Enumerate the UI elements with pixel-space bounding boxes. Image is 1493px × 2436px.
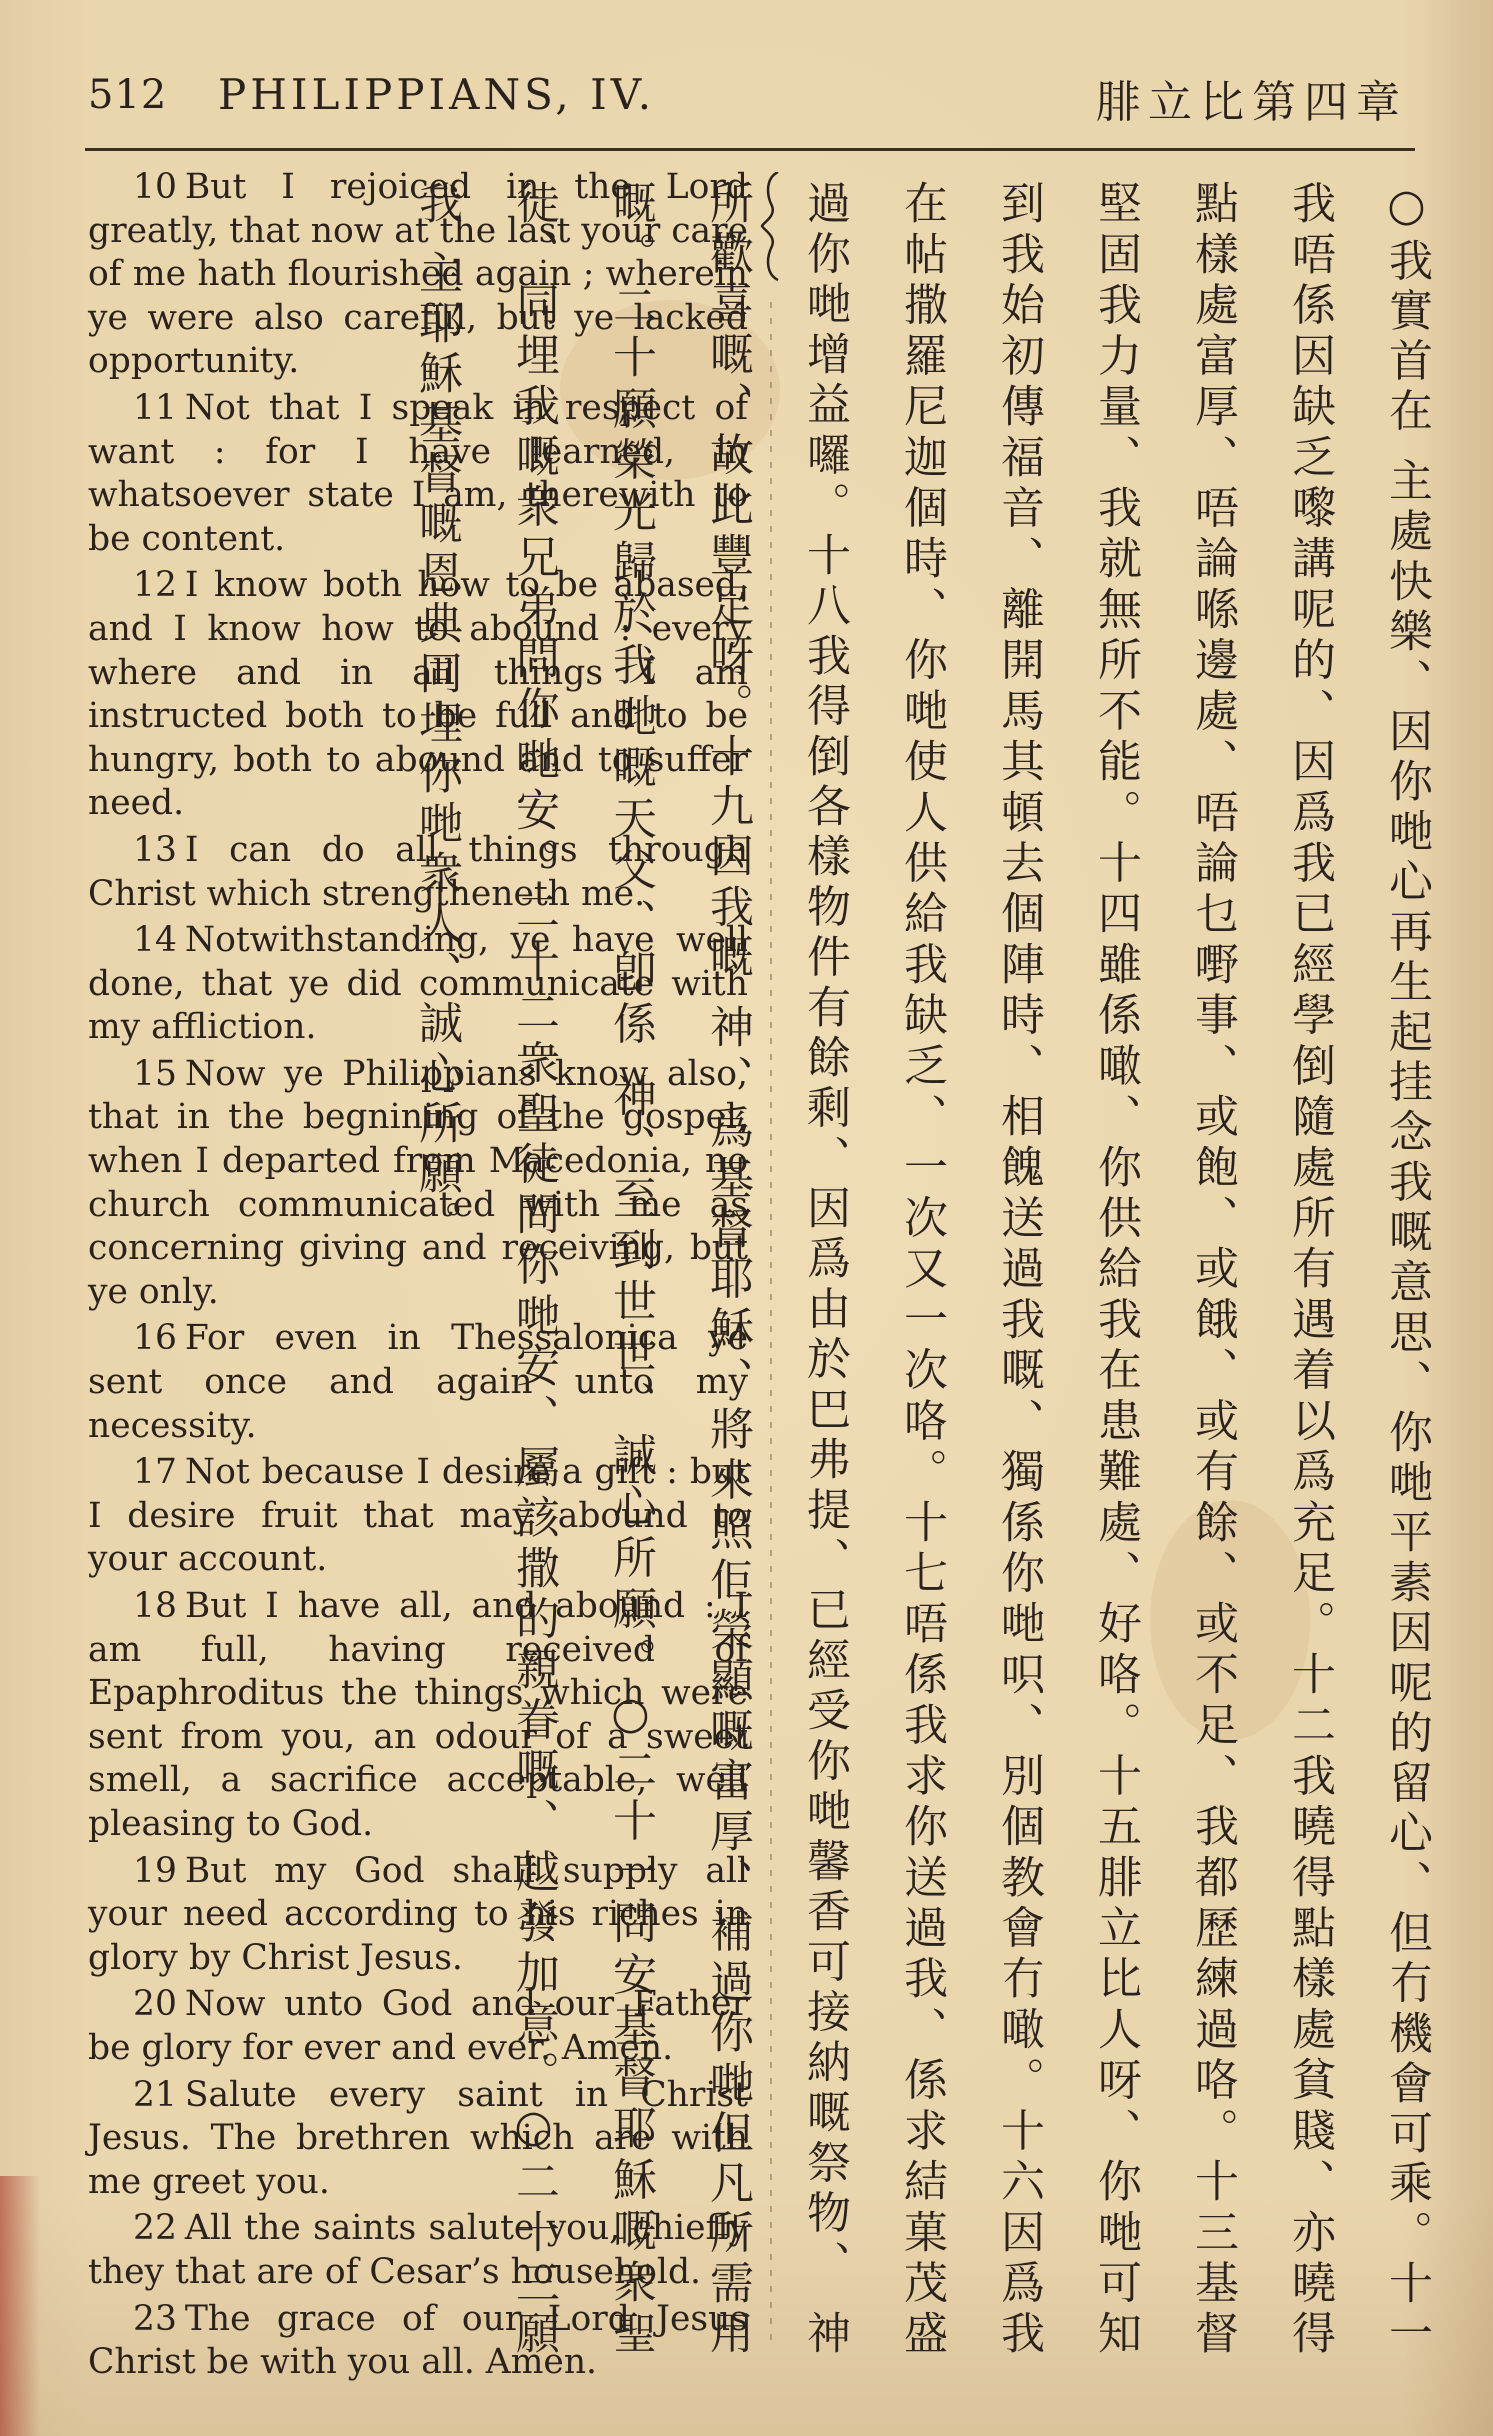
header-rule <box>85 148 1415 151</box>
verse: 16 For even in Thessalonica ye sent once and again unto my necessity. <box>88 1318 748 1446</box>
chinese-column: ○我實首在 主處快樂、因你哋心再生起挂念我嘅意思、你哋平素因呢的留心、但冇機會可乘。十一我唔係因缺乏嚟講呢的、因爲我已經學倒隨處所有遇着以爲充足。十二我曉得點樣處貧賤、亦曉得點樣處富厚、唔論喺邊處、唔論乜嘢事、或飽、或餓、或有餘、或不足、我都歷練過咯。十三基督堅固我力量、我就無所不能。十四雖係噉、你供給我在患難處、好咯。十五腓立比人呀、你哋可知到我始初傳福音、離開馬其頓去個陣時、相餽送過我嘅、獨係你哋呮、別個教會冇噉。十六因爲我在帖撒羅尼迦個時、你哋使人供給我缺乏、一次又一次咯。十七唔係我求你送過我、係求結菓茂盛過你哋增益囉。十八我得倒各樣物件有餘剩、因爲由於巴弗提、已經受你哋馨香可接納嘅祭物、 神所歡喜嘅、故此豐足呀。十九因我嘅 神、爲基督耶穌、將來照佢榮顯嘅富厚、補過你哋但凡所需用嘅。二十願榮光歸於我哋嘅天父、卽係 神、至到世世、誠心所願。○二十一問安基督耶穌嘅衆聖徒、同埋我嘅衆兄弟問你哋安。二十二衆聖徒問你哋安、屬該撒的親眷嘅、越發加意。○二十三願我 主耶穌基督嘅恩典同埋你哋衆人、誠心所願。 <box>411 180 1432 2360</box>
verse: 11 Not that I speak in respect of want : for I have learned, in whatsoever state I am, therewith to be content. <box>88 387 748 559</box>
chinese-running-title: 腓立比第四章 <box>1096 77 1408 128</box>
verse: 20 Now unto God and our Father be glory for ever and ever. Amen. <box>88 1984 748 2068</box>
verse: 18 But I have all, and abound : I am full, having received of Epaphroditus the things which were sent from you, an odour of a sweet smell, a sacrifice acceptable, well pleasing to God. <box>88 1586 748 1844</box>
page-number: 512 <box>88 72 168 118</box>
verse: 14 Notwithstanding, ye have well done, that ye did communicate with my affliction. <box>88 920 748 1048</box>
verse: 10 But I rejoiced in the Lord greatly, that now at the last your care of me hath flourished again ; wherein ye were also careful, but ye lacked opportunity. <box>88 167 749 382</box>
verse: 21 Salute every saint in Christ Jesus. The brethren which are with me greet you. <box>88 2074 748 2202</box>
page-edge <box>0 2176 40 2436</box>
verse: 19 But my God shall supply all your need according to his riches in glory by Christ Jesus. <box>88 1850 748 1978</box>
verse: 23 The grace of our Lord Jesus Christ be with you all. Amen. <box>88 2298 748 2383</box>
verse: 22 All the saints salute you, chiefly they that are of Cesar’s household. <box>88 2208 748 2292</box>
verse: 12 I know both how to be abased, and I know how to abound : every where and in all things I am instructed both to be full and to be hungry, both to abound and to suffer need. <box>88 565 748 824</box>
running-title: PHILIPPIANS, IV. <box>218 70 656 119</box>
verse: 17 Not because I desire a gift : but I desire fruit that may abound to your account. <box>88 1452 748 1580</box>
verse: 15 Now ye Philippians know also, that in the begnining of the gospel, when I departed from Macedonia, no church communicated with me as concerning giving and receiving, but ye only. <box>88 1053 748 1312</box>
verse: 13 I can do all things through Christ which strengtheneth me. <box>88 829 748 914</box>
page-header <box>88 62 1408 134</box>
